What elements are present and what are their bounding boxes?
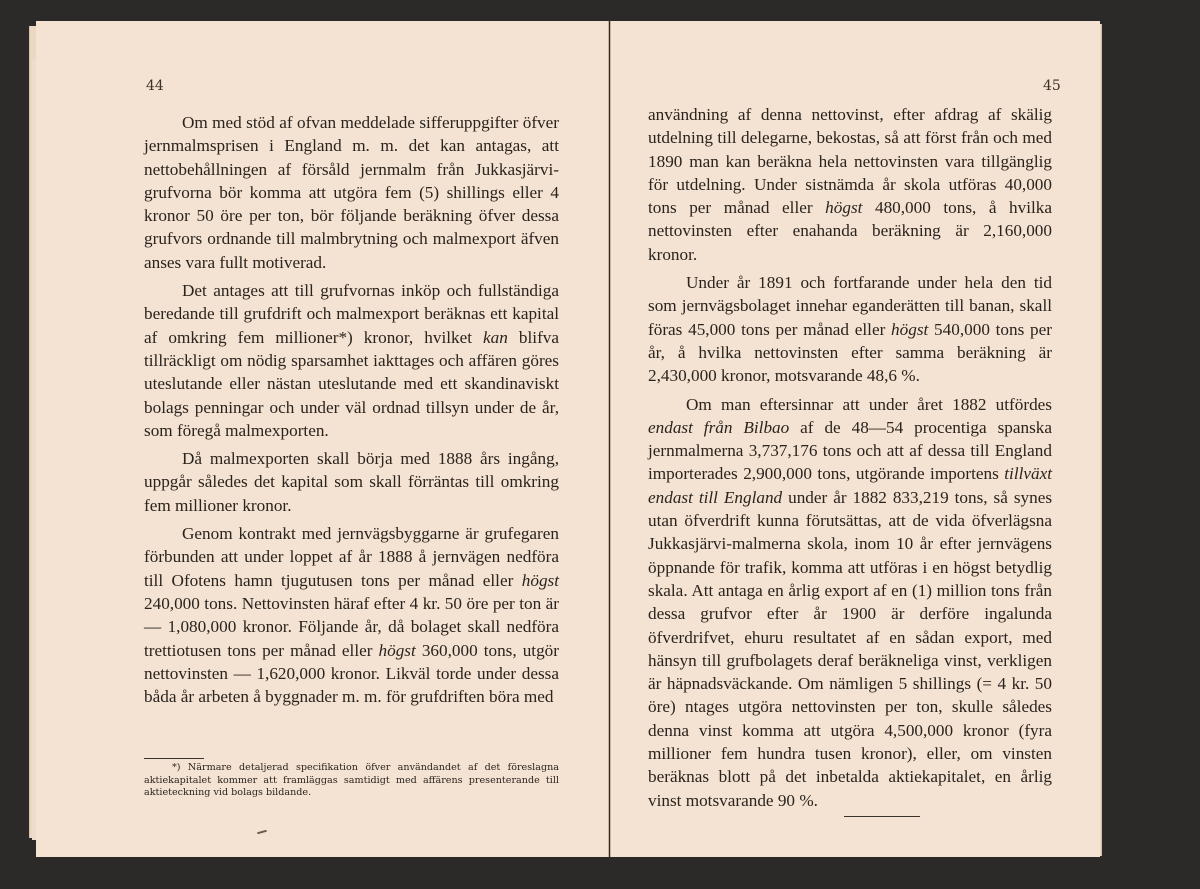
end-divider: [844, 816, 920, 817]
paragraph: Under år 1891 och fortfarande under hela den tid som jernvägsbolaget innehar eganderätten till banan, skall föras 45,000 tons per månad eller högst 540,000 tons per år, å hvilka nettovinsten efter samma beräkning är 2,430,000 kronor, motsvarande 48,6 %.: [648, 273, 1052, 386]
page-number: 44: [146, 78, 164, 94]
emphasis: kan: [483, 327, 508, 347]
emphasis: högst: [521, 570, 559, 590]
footnote: [144, 762, 559, 800]
ink-smudge: [257, 830, 267, 835]
right-page: [610, 21, 1100, 857]
body-text: [144, 111, 559, 708]
footnote-text: *) Närmare detaljerad specifikation öfver användandet af det föreslagna aktiekapitalet kommer att framläggas samtidigt med affärens presenterande till aktieteckning vid bolags bildande.: [144, 762, 559, 798]
emphasis: högst: [825, 198, 863, 218]
paragraph: användning af denna nettovinst, efter afdrag af skälig utdelning till delegarne, bekostas, så att först från och med 1890 man kan beräkna hela nettovinsten vara tillgänglig för utdelning. Under sistnämda år skola utföras 40,000 tons per månad eller högst 480,000 tons, å hvilka nettovinsten efter enahanda beräkning är 2,160,000 kronor.: [648, 105, 1053, 264]
body-text: [648, 103, 1052, 812]
emphasis: tillväxt endast till England: [648, 464, 1053, 507]
emphasis: högst: [891, 319, 929, 339]
paragraph: Då malmexporten skall börja med 1888 års ingång, uppgår således det kapital som skall förräntas till omkring fem millioner kronor.: [144, 449, 559, 515]
paragraph: Om med stöd af ofvan meddelade sifferuppgifter öfver jernmalmsprisen i England m. m. det kan antagas, att nettobehållningen af försåld jernmalm från Jukkasjärvi-grufvorna bör komma att utgöra fem (5) shillings eller 4 kronor 50 öre per ton, bör följande beräkning öfver dessa grufvors ordnande till malmbrytning och malmexport äfven anses vara fullt motiverad.: [144, 113, 559, 272]
paragraph: Om man eftersinnar att under året 1882 utfördes endast från Bilbao af de 48—54 procentiga spanska jernmalmerna 3,737,176 tons och att af dessa till England importerades 2,900,000 tons, utgörande importens tillväxt endast till England under år 1882 833,219 tons, så synes utan öfverdrift kunna förutsättas, att de vida öfverlägsna Jukkasjärvi-malmerna skola, inom 10 år efter jernvägens öppnande för trafik, komma att utföras i en högst betydlig skala. Att antaga en årlig export af en (1) million tons från dessa grufvor efter år 1900 är derföre ingalunda öfverdrifvet, ehuru resultatet af en sådan export, med hänsyn till grufbolagets deraf beräkneliga vinst, verkligen är häpnadsväckande. Om nämligen 5 shillings (= 4 kr. 50 öre) ntages utgöra nettovinsten per ton, skulle således denna vinst komma att utgöra 4,500,000 kronor (fyra millioner fem hundra tusen kronor), eller, om vinsten beräknas blott på det inbetalda aktiekapitalet, en årlig vinst motsvarande 90 %.: [648, 394, 1053, 810]
page-number: 45: [1043, 78, 1061, 94]
left-page: [36, 21, 609, 857]
paragraph: Genom kontrakt med jernvägsbyggarne är grufegaren förbunden att under loppet af år 1888 å jernvägen nedföra till Ofotens hamn tjugutusen tons per månad eller högst 240,000 tons. Nettovinsten häraf efter 4 kr. 50 öre per ton är — 1,080,000 kronor. Följande år, då bolaget skall nedföra trettiotusen tons per månad eller högst 360,000 tons, utgör nettovinsten — 1,620,000 kronor. Likväl torde under dessa båda år arbeten å byggnader m. m. för grufdriften böra med: [144, 524, 559, 707]
emphasis: endast från Bilbao: [648, 417, 790, 437]
paragraph: Det antages att till grufvornas inköp och fullständiga beredande till grufdrift och malmexport beräknas ett kapital af omkring fem millioner*) kronor, hvilket kan blifva tillräckligt om nödig sparsamhet iakttages och affären göres uteslutande eller nästan uteslutande med ett skandinaviskt bolags penningar och under väl ordnad tillsyn under de år, som föregå malmexporten.: [144, 281, 560, 440]
footnote-divider: [144, 758, 204, 759]
emphasis: högst: [378, 640, 416, 660]
